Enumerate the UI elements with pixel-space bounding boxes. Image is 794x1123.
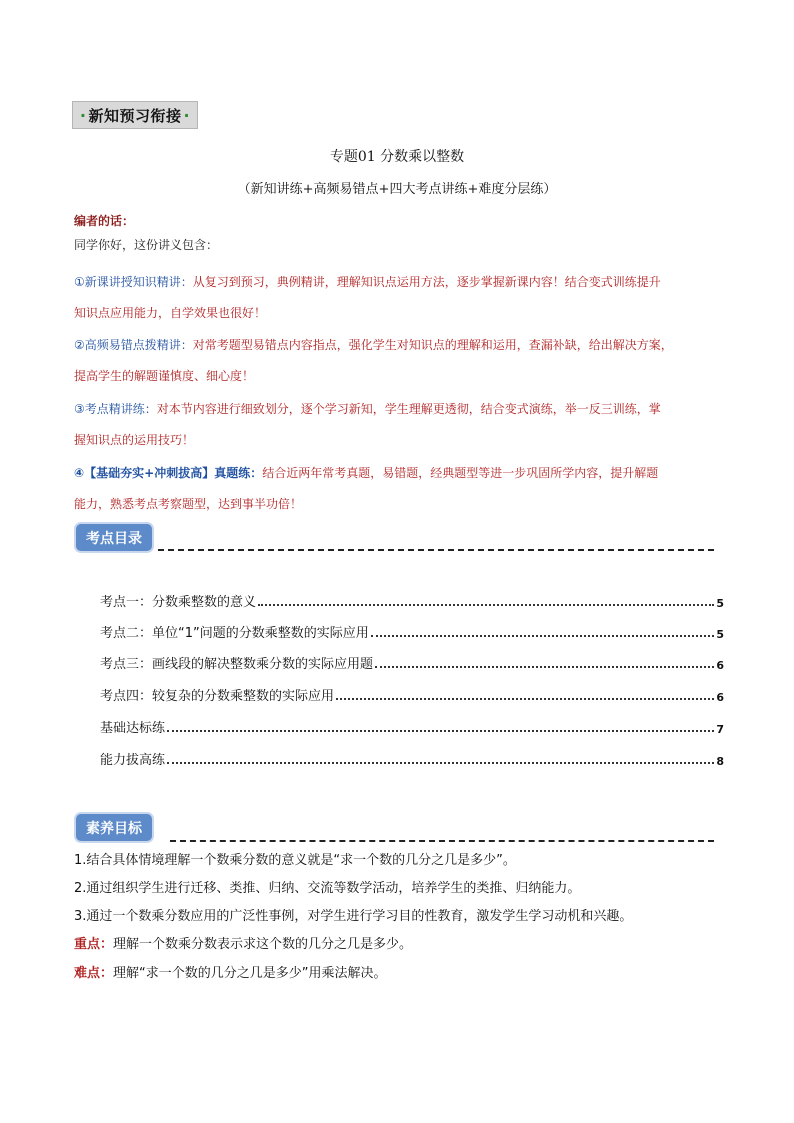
toc-entry-page: 5	[716, 628, 724, 641]
editor-greeting: 同学你好，这份讲义包含：	[74, 238, 219, 252]
difficulty-point	[74, 964, 754, 984]
toc-entry[interactable]	[100, 592, 724, 610]
editor-item-lead: ②高频易错点拨精讲：	[74, 338, 193, 352]
page-title: 专题01 分数乘以整数	[329, 149, 465, 165]
toc-leader	[167, 762, 714, 764]
toc-entry-label: 考点一：分数乘整数的意义	[100, 595, 257, 610]
toc-leader	[371, 635, 715, 637]
editor-item-lead: ③考点精讲练：	[74, 402, 157, 416]
goal-item: 1.结合具体情境理解一个数乘分数的意义就是“求一个数的几分之几是多少”。	[74, 853, 516, 868]
badge-dot-left: ·	[79, 105, 87, 125]
editor-item-2	[74, 329, 734, 391]
editor-item-4	[74, 457, 734, 519]
editor-item-text: 从复习到预习，典例精讲，理解知识点运用方法，逐步掌握新课内容！结合变式训练提升	[192, 275, 661, 289]
key-point	[74, 935, 754, 955]
editor-item-cont: 能力，熟悉考点考察题型，达到事半功倍！	[74, 497, 303, 511]
toc-leader	[258, 604, 714, 606]
toc-entry-page: 6	[716, 659, 724, 672]
toc-badge-label: 考点目录	[86, 530, 142, 547]
toc-badge	[76, 524, 152, 551]
key-point-label: 重点：	[74, 937, 114, 952]
editor-item-cont: 提高学生的解题谨慎度、细心度！	[74, 369, 255, 383]
toc-leader	[375, 666, 714, 668]
toc-leader	[336, 698, 714, 700]
editor-heading: 编者的话：	[74, 214, 135, 228]
toc-entry-label: 能力拔高练	[100, 753, 166, 768]
toc-leader	[167, 730, 714, 732]
difficulty-label: 难点：	[74, 966, 114, 981]
editor-item-text: 对本节内容进行细致划分，逐个学习新知，学生理解更透彻，结合变式演练，举一反三训练，掌	[156, 402, 661, 416]
toc-divider	[158, 549, 714, 551]
editor-item-lead: ④【基础夯实+冲刺拔高】真题练：	[74, 466, 263, 480]
goal-item: 3.通过一个数乘分数应用的广泛性事例，对学生进行学习目的性教育，激发学生学习动机和兴趣。	[74, 909, 633, 924]
toc-entry-label: 考点二：单位“1”问题的分数乘整数的实际应用	[100, 626, 369, 641]
toc-entry-page: 5	[716, 597, 724, 610]
key-point-text: 理解一个数乘分数表示求这个数的几分之几是多少。	[113, 937, 413, 952]
toc-entry[interactable]	[100, 623, 724, 641]
goals-badge	[76, 814, 152, 841]
page-subtitle: （新知讲练+高频易错点+四大考点讲练+难度分层练）	[237, 182, 557, 197]
header-badge	[72, 101, 198, 129]
toc-entry[interactable]	[100, 654, 724, 672]
badge-dot-right: ·	[183, 105, 191, 125]
editor-item-1	[74, 266, 734, 328]
toc-entry-page: 7	[716, 723, 724, 736]
toc-entry-page: 8	[716, 755, 724, 768]
editor-item-text: 对常考题型易错点内容指点，强化学生对知识点的理解和运用，查漏补缺，给出解决方案，	[192, 338, 673, 352]
header-badge-label: 新知预习衔接	[88, 106, 182, 125]
goals-divider	[170, 840, 714, 842]
editor-item-text: 结合近两年常考真题，易错题，经典题型等进一步巩固所学内容，提升解题	[262, 466, 659, 480]
toc-entry[interactable]	[100, 750, 724, 768]
toc-entry[interactable]	[100, 686, 724, 704]
toc-entry-label: 基础达标练	[100, 721, 166, 736]
toc-entry-page: 6	[716, 691, 724, 704]
editor-item-cont: 知识点应用能力，自学效果也很好！	[74, 306, 267, 320]
editor-item-3	[74, 393, 734, 455]
toc-entry-label: 考点四：较复杂的分数乘整数的实际应用	[100, 689, 335, 704]
editor-item-lead: ①新课讲授知识精讲：	[74, 275, 193, 289]
goals-badge-label: 素养目标	[86, 820, 142, 837]
toc-entry[interactable]	[100, 718, 724, 736]
goal-item: 2.通过组织学生进行迁移、类推、归纳、交流等数学活动，培养学生的类推、归纳能力。	[74, 881, 581, 896]
difficulty-text: 理解“求一个数的几分之几是多少”用乘法解决。	[113, 966, 387, 981]
toc-entry-label: 考点三：画线段的解决整数乘分数的实际应用题	[100, 657, 374, 672]
editor-item-cont: 握知识点的运用技巧！	[74, 433, 195, 447]
